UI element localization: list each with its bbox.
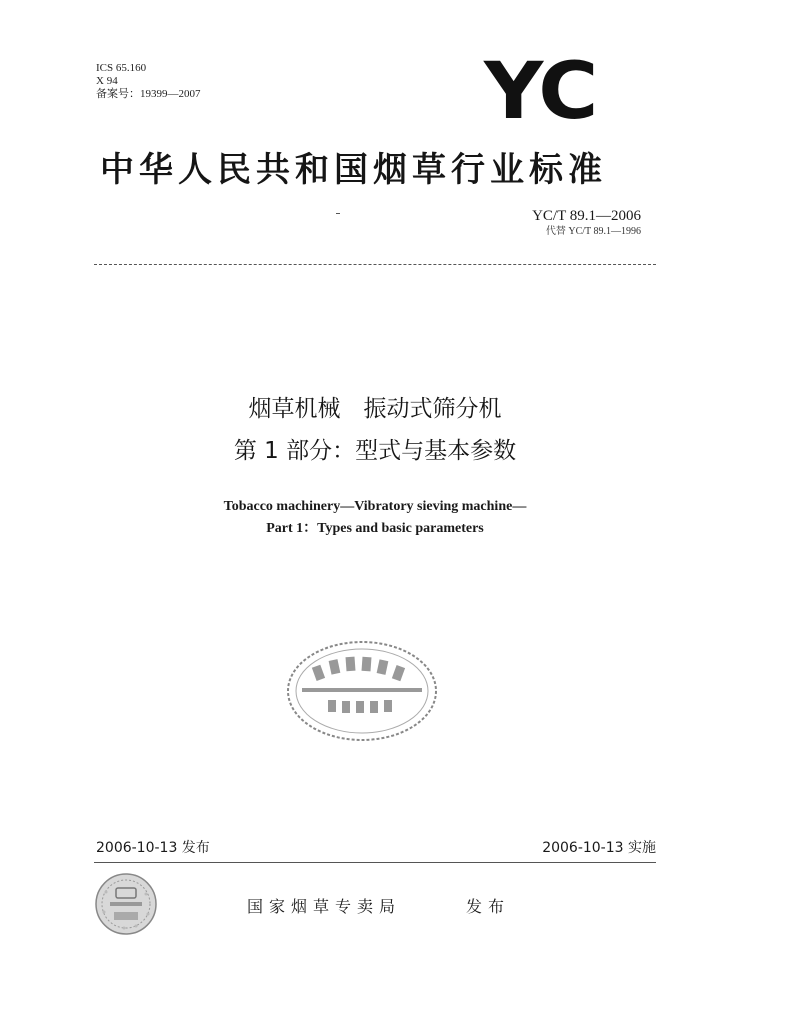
standard-number: YC/T 89.1—2006 bbox=[532, 208, 641, 224]
header-divider bbox=[94, 264, 656, 265]
yc-logo: YC bbox=[484, 47, 597, 137]
agency-title: 中华人民共和国烟草行业标准 bbox=[100, 150, 607, 190]
record-number: 备案号：19399—2007 bbox=[96, 88, 201, 100]
issuer-name: 国家烟草专卖局 bbox=[247, 897, 402, 916]
issuer-seal-icon bbox=[94, 872, 158, 936]
title-en-line1: Tobacco machinery—Vibratory sieving machine— bbox=[223, 499, 527, 514]
ics-code: ICS 65.160 bbox=[96, 62, 147, 74]
title-cn-line2: 第 1 部分：型式与基本参数 bbox=[233, 438, 517, 464]
library-stamp-icon bbox=[284, 638, 440, 744]
title-en-line2: Part 1：Types and basic parameters bbox=[266, 521, 484, 536]
publish-label: 发布 bbox=[466, 897, 511, 916]
scan-speck bbox=[336, 213, 340, 214]
implementation-date: 2006-10-13 实施 bbox=[542, 840, 656, 856]
title-cn-line1: 烟草机械 振动式筛分机 bbox=[248, 396, 502, 422]
classification-code: X 94 bbox=[96, 75, 118, 87]
replaces-standard: 代替 YC/T 89.1—1996 bbox=[545, 226, 641, 237]
footer-divider bbox=[94, 862, 656, 863]
issue-date: 2006-10-13 发布 bbox=[96, 840, 210, 856]
